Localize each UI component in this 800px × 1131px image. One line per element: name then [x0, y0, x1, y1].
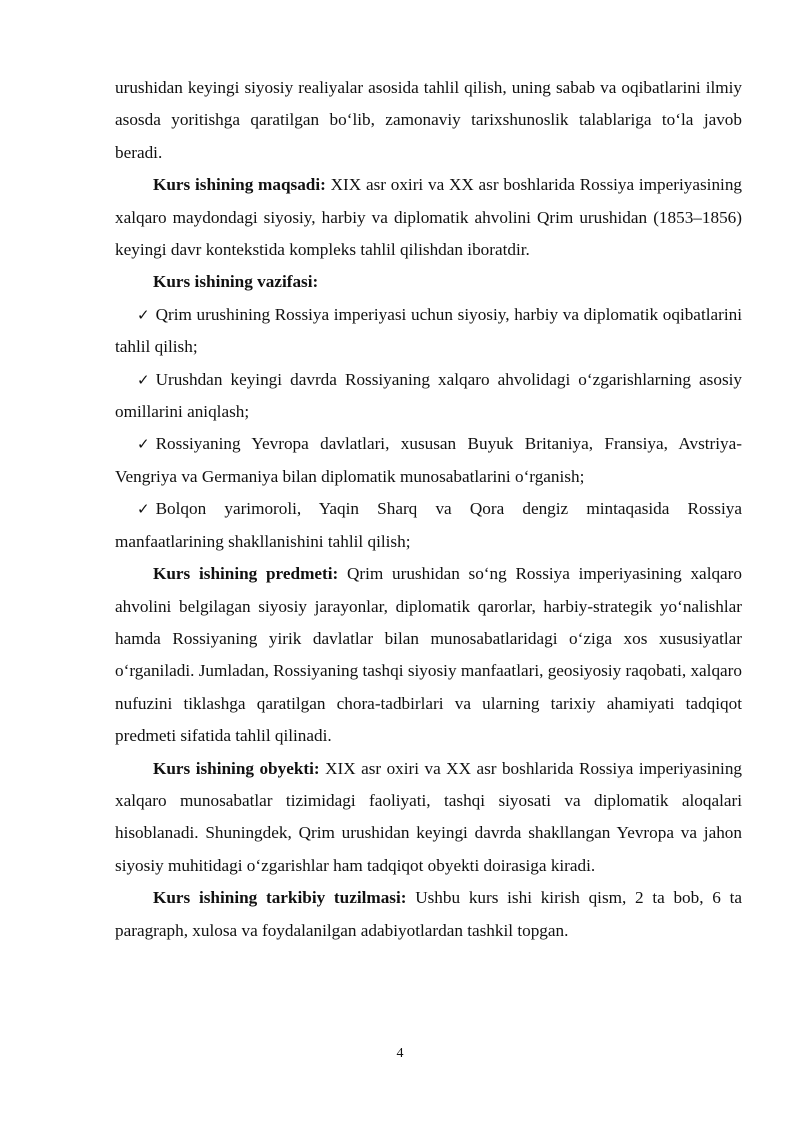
object-paragraph — [115, 753, 742, 883]
task-item — [115, 493, 742, 558]
subject-label: Kurs ishining predmeti: — [153, 564, 339, 584]
goal-label: Kurs ishining maqsadi: — [153, 175, 326, 195]
goal-text: XIX asr oxiri va XX asr boshlarida Rossiya imperiyasining xalqaro maydondagi siyosiy, harbiy va diplomatik ahvolini Qrim urushidan (1853–1856) keyingi davr kontekstida kompleks tahlil qilishdan iboratdir. — [115, 175, 743, 260]
checkmark-icon: ✓ — [137, 435, 150, 454]
tasks-heading — [115, 266, 742, 298]
checkmark-icon: ✓ — [137, 370, 150, 389]
structure-text: Ushbu kurs ishi kirish qism, 2 ta bob, 6 ta paragraph, xulosa va foydalanilgan adabiyotlardan tashkil topgan. — [115, 888, 742, 940]
tasks-label: Kurs ishining vazifasi: — [153, 272, 319, 292]
task-item — [115, 299, 742, 364]
task-text: Urushdan keyingi davrda Rossiyaning xalqaro ahvolidagi o‘zgarishlarning asosiy omillarini aniqlash; — [115, 369, 742, 422]
document-page — [115, 72, 742, 947]
object-text: XIX asr oxiri va XX asr boshlarida Rossiya imperiyasining xalqaro munosabatlar tizimidagi faoliyati, tashqi siyosati va diplomatik aloqalari hisoblanadi. Shuningdek, Qrim urushidan keyingi davrda shakllangan Yevropa va jahon siyosiy muhitidagi o‘zgarishlar ham tadqiqot obyekti doirasiga kiradi. — [115, 758, 743, 875]
task-text: Qrim urushining Rossiya imperiyasi uchun siyosiy, harbiy va diplomatik oqibatlarini tahlil qilish; — [115, 304, 742, 357]
subject-text: Qrim urushidan so‘ng Rossiya imperiyasining xalqaro ahvolini belgilagan siyosiy jarayonlar, diplomatik qarorlar, harbiy-strategik yo‘nalishlar hamda Rossiyaning yirik davlatlar bilan munosabatlaridagi o‘ziga xos xususiyatlar o‘rganiladi. Jumladan, Rossiyaning tashqi siyosiy manfaatlari, geosiyosiy raqobati, xalqaro nufuzini tiklashga qaratilgan chora-tadbirlari va ularning tarixiy ahamiyati tadqiqot predmeti sifatida tahlil qilinadi. — [115, 564, 743, 746]
structure-label: Kurs ishining tarkibiy tuzilmasi: — [153, 888, 407, 908]
task-text: Bolqon yarimoroli, Yaqin Sharq va Qora dengiz mintaqasida Rossiya manfaatlarining shakllanishini tahlil qilish; — [115, 499, 742, 551]
structure-paragraph — [115, 882, 742, 947]
task-text: Rossiyaning Yevropa davlatlari, xususan Buyuk Britaniya, Fransiya, Avstriya-Vengriya va Germaniya bilan diplomatik munosabatlarini o‘rganish; — [115, 434, 742, 486]
object-label: Kurs ishining obyekti: — [153, 758, 320, 778]
subject-paragraph — [115, 558, 742, 752]
checkmark-icon: ✓ — [137, 500, 150, 519]
checkmark-icon: ✓ — [137, 305, 150, 324]
intro-paragraph: urushidan keyingi siyosiy realiyalar asosida tahlil qilish, uning sabab va oqibatlarini ilmiy asosda yoritishga qaratilgan bo‘lib, zamonaviy tarixshunoslik talablariga to‘la javob beradi. — [115, 78, 742, 162]
task-item — [115, 364, 742, 429]
goal-paragraph — [115, 169, 742, 266]
page-number: 4 — [396, 1046, 404, 1061]
task-item — [115, 428, 742, 493]
